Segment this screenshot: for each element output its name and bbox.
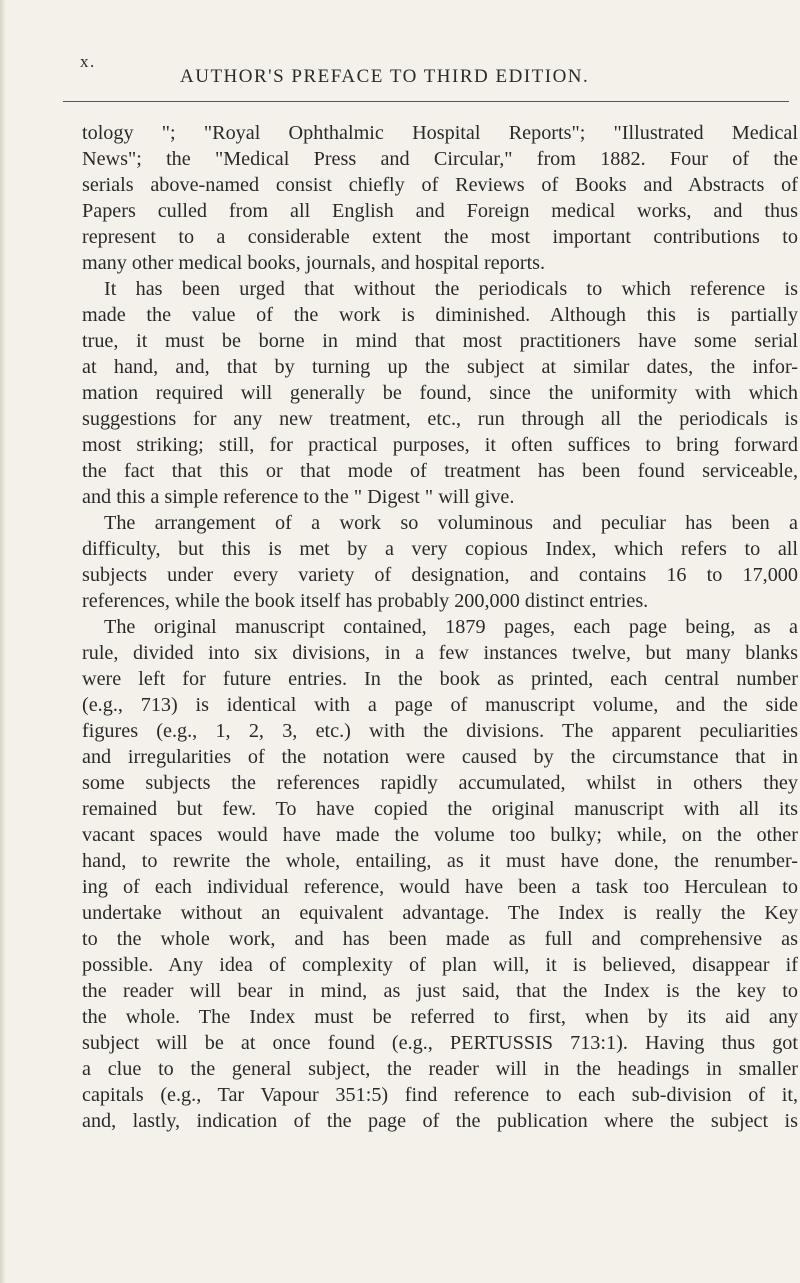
- text-line: difficulty, but this is met by a very copious Index, which refers to all: [82, 538, 798, 560]
- body-text: [82, 120, 798, 1134]
- text-line: capitals (e.g., Tar Vapour 351:5) find reference to each sub-division of it,: [82, 1084, 798, 1106]
- text-line: possible. Any idea of complexity of plan will, it is believed, disappear if: [82, 954, 798, 976]
- text-line: subjects under every variety of designation, and contains 16 to 17,000: [82, 564, 798, 586]
- page-header: [60, 52, 800, 87]
- text-line: most striking; still, for practical purposes, it often suffices to bring forward: [82, 434, 798, 456]
- text-line: some subjects the references rapidly accumulated, whilst in others they: [82, 772, 798, 794]
- text-line: and irregularities of the notation were caused by the circumstance that in: [82, 746, 798, 768]
- page-folio: x.: [80, 52, 96, 71]
- text-line: subject will be at once found (e.g., PERTUSSIS 713:1). Having thus got: [82, 1032, 798, 1054]
- text-line: remained but few. To have copied the original manuscript with all its: [82, 798, 798, 820]
- text-line: mation required will generally be found, since the uniformity with which: [82, 382, 798, 404]
- text-line: a clue to the general subject, the reader will in the headings in smaller: [82, 1058, 798, 1080]
- text-line: at hand, and, that by turning up the subject at similar dates, the infor-: [82, 356, 798, 378]
- text-line: It has been urged that without the periodicals to which reference is: [104, 278, 798, 300]
- text-line: many other medical books, journals, and hospital reports.: [82, 252, 546, 274]
- text-line: rule, divided into six divisions, in a few instances twelve, but many blanks: [82, 642, 798, 664]
- text-line: the fact that this or that mode of treatment has been found serviceable,: [82, 460, 798, 482]
- text-line: ing of each individual reference, would have been a task too Herculean to: [82, 876, 798, 898]
- text-line: The arrangement of a work so voluminous and peculiar has been a: [104, 512, 798, 534]
- text-line: and, lastly, indication of the page of the publication where the subject is: [82, 1110, 798, 1132]
- text-line: (e.g., 713) is identical with a page of manuscript volume, and the side: [82, 694, 798, 716]
- text-line: the reader will bear in mind, as just said, that the Index is the key to: [82, 980, 798, 1002]
- header-rule: [63, 101, 789, 102]
- text-line: suggestions for any new treatment, etc., run through all the periodicals is: [82, 408, 798, 430]
- text-line: The original manuscript contained, 1879 pages, each page being, as a: [104, 616, 798, 638]
- text-line: hand, to rewrite the whole, entailing, as it must have done, the renumber-: [82, 850, 798, 872]
- text-line: Papers culled from all English and Foreign medical works, and thus: [82, 200, 798, 222]
- text-line: undertake without an equivalent advantage. The Index is really the Key: [82, 902, 798, 924]
- running-head: AUTHOR'S PREFACE TO THIRD EDITION.: [180, 66, 590, 87]
- text-line: true, it must be borne in mind that most practitioners have some serial: [82, 330, 798, 352]
- text-line: represent to a considerable extent the most important contributions to: [82, 226, 798, 248]
- text-line: and this a simple reference to the " Digest " will give.: [82, 486, 515, 508]
- page-edge-shadow: [0, 0, 6, 1283]
- text-line: vacant spaces would have made the volume too bulky; while, on the other: [82, 824, 798, 846]
- text-line: made the value of the work is diminished. Although this is partially: [82, 304, 798, 326]
- text-line: the whole. The Index must be referred to first, when by its aid any: [82, 1006, 798, 1028]
- text-line: were left for future entries. In the book as printed, each central number: [82, 668, 798, 690]
- text-line: tology "; "Royal Ophthalmic Hospital Reports"; "Illustrated Medical: [82, 122, 798, 144]
- text-line: serials above-named consist chiefly of Reviews of Books and Abstracts of: [82, 174, 798, 196]
- text-line: figures (e.g., 1, 2, 3, etc.) with the divisions. The apparent peculiarities: [82, 720, 798, 742]
- text-line: references, while the book itself has probably 200,000 distinct entries.: [82, 590, 649, 612]
- text-line: News"; the "Medical Press and Circular," from 1882. Four of the: [82, 148, 798, 170]
- text-line: to the whole work, and has been made as full and comprehensive as: [82, 928, 798, 950]
